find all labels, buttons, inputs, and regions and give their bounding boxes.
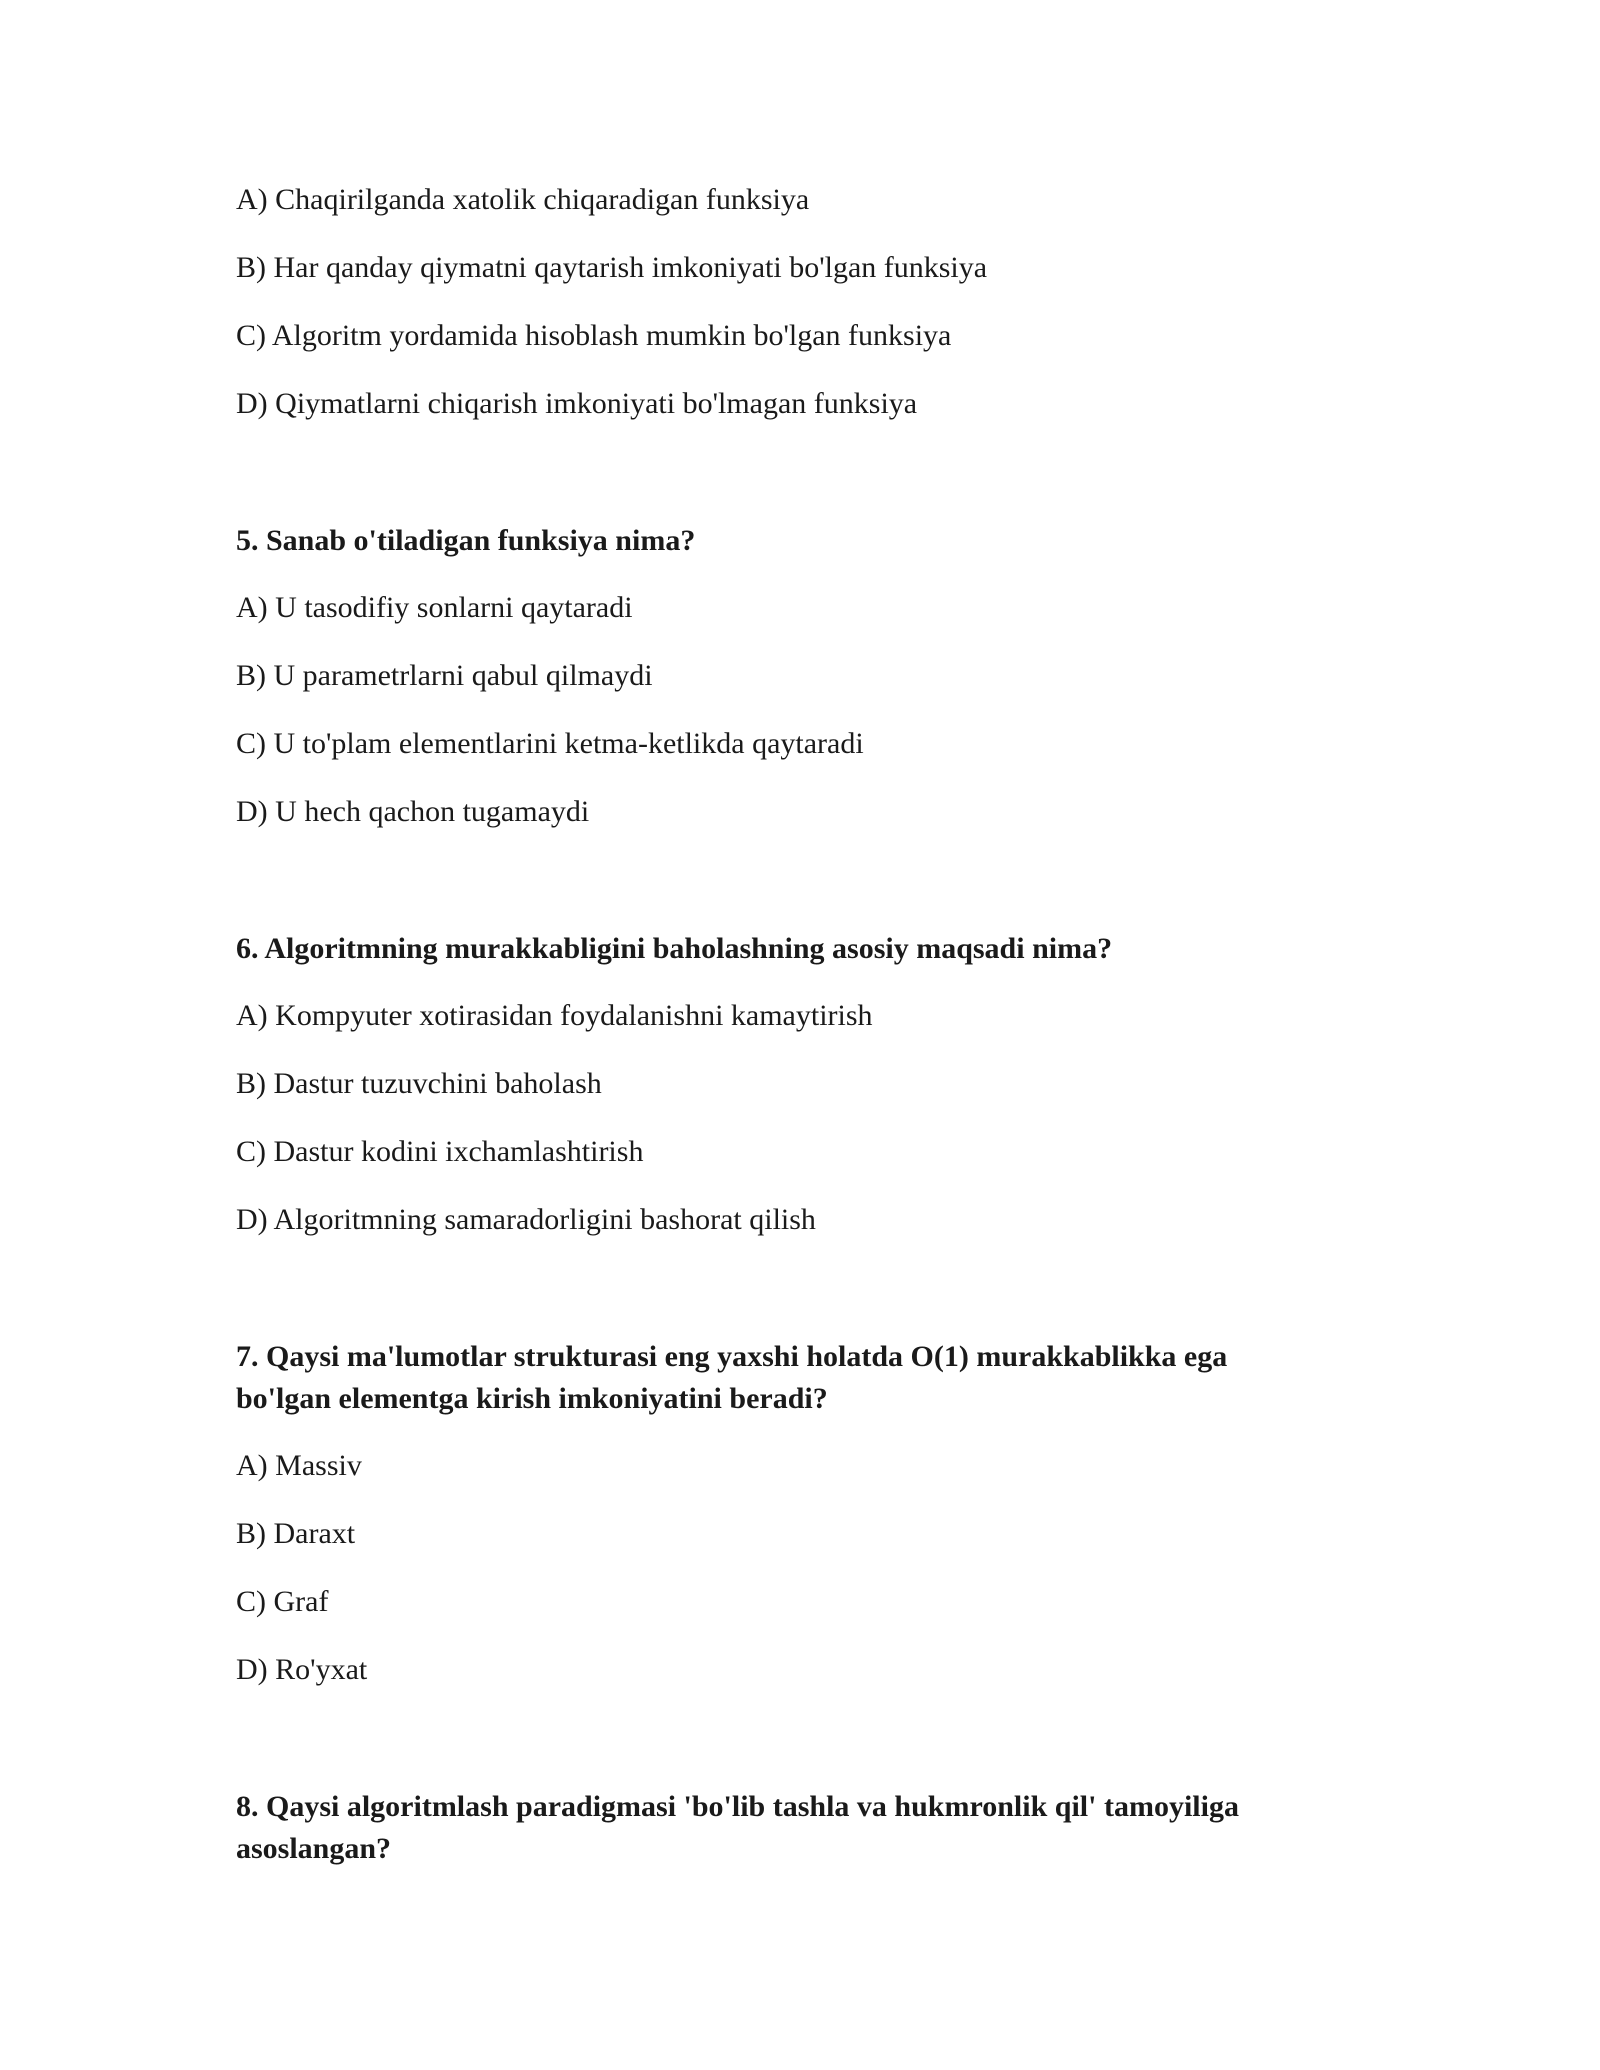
question-5-block [236, 520, 1366, 832]
spacer [236, 452, 1366, 520]
question-8-line-1: 8. Qaysi algoritmlash paradigmasi 'bo'lib tashla va hukmronlik qil' tamoyiliga [236, 1790, 1239, 1823]
option-b: B) Daraxt [236, 1517, 356, 1550]
question-8-line-2: asoslangan? [236, 1832, 392, 1865]
document-page [236, 180, 1366, 1896]
option-c: C) Algoritm yordamida hisoblash mumkin bo'lgan funksiya [236, 319, 952, 352]
question-4-options [236, 180, 1366, 424]
question-7-block [236, 1336, 1366, 1690]
option-b: B) Har qanday qiymatni qaytarish imkoniyati bo'lgan funksiya [236, 251, 988, 284]
option-b: B) Dastur tuzuvchini baholash [236, 1067, 602, 1100]
question-5-title: 5. Sanab o'tiladigan funksiya nima? [236, 524, 696, 557]
question-8-title [236, 1786, 1366, 1870]
question-7-title [236, 1336, 1366, 1420]
option-c: C) Dastur kodini ixchamlashtirish [236, 1135, 644, 1168]
spacer [236, 1718, 1366, 1786]
option-a: A) U tasodifiy sonlarni qaytaradi [236, 591, 633, 624]
option-d: D) Ro'yxat [236, 1653, 368, 1686]
option-a: A) Massiv [236, 1449, 362, 1482]
option-c: C) U to'plam elementlarini ketma-ketlikda qaytaradi [236, 727, 864, 760]
option-d: D) U hech qachon tugamaydi [236, 795, 590, 828]
question-6-block [236, 928, 1366, 1240]
question-8-block [236, 1786, 1366, 1870]
option-b: B) U parametrlarni qabul qilmaydi [236, 659, 653, 692]
question-6-title: 6. Algoritmning murakkabligini baholashning asosiy maqsadi nima? [236, 932, 1113, 965]
option-c: C) Graf [236, 1585, 329, 1618]
spacer [236, 1268, 1366, 1336]
question-7-line-2: bo'lgan elementga kirish imkoniyatini beradi? [236, 1382, 828, 1415]
option-d: D) Qiymatlarni chiqarish imkoniyati bo'lmagan funksiya [236, 387, 918, 420]
option-d: D) Algoritmning samaradorligini bashorat qilish [236, 1203, 816, 1236]
question-7-line-1: 7. Qaysi ma'lumotlar strukturasi eng yaxshi holatda O(1) murakkablikka ega [236, 1340, 1228, 1373]
option-a: A) Kompyuter xotirasidan foydalanishni kamaytirish [236, 999, 873, 1032]
spacer [236, 860, 1366, 928]
option-a: A) Chaqirilganda xatolik chiqaradigan funksiya [236, 183, 810, 216]
